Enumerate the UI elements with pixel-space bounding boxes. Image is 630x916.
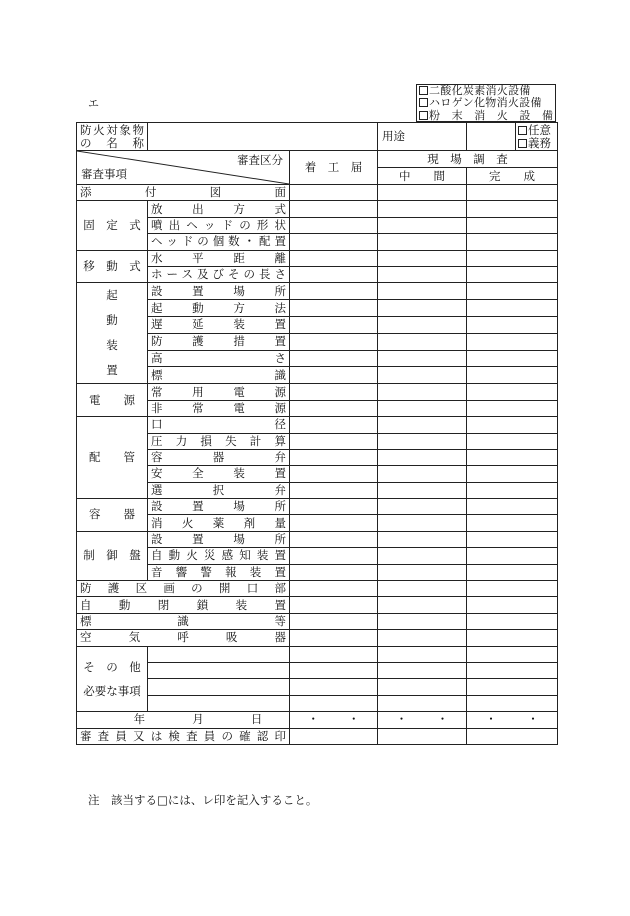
equipment-option[interactable]: 二酸化炭素消火設備 [419, 85, 553, 97]
division-label: 審査区分 [237, 153, 283, 167]
table-row: ホース及びその長さ [77, 266, 558, 282]
table-row [77, 185, 558, 201]
name-row [77, 123, 558, 151]
confirm-row [77, 728, 558, 744]
date-cell[interactable]: ・ ・ [290, 712, 378, 728]
stamp-cell[interactable] [378, 728, 467, 744]
table-row: ヘッドの個数・配置 [77, 234, 558, 250]
inspection-table [76, 122, 558, 745]
mandatory-option[interactable]: 義務 [518, 137, 551, 150]
table-row: 防護措置 [77, 333, 558, 350]
checkbox-icon[interactable] [518, 126, 527, 135]
group-label: 配 管 [77, 417, 148, 499]
table-row: 電 源 常用電源 [77, 384, 558, 400]
table-row: 消火薬剤量 [77, 515, 558, 531]
date-row [77, 712, 558, 728]
table-row: 安全装置 [77, 466, 558, 482]
usage-label: 用途 [382, 129, 405, 143]
table-row: 音響警報装置 [77, 564, 558, 580]
group-label: 制 御 盤 [77, 531, 148, 580]
checkbox-icon[interactable] [419, 111, 428, 120]
confirm-label: 審査員又は検査員の確認印 [77, 728, 290, 744]
table-row: 移 動 式 水平距離 [77, 250, 558, 266]
table-row: 標識等 [77, 613, 558, 629]
group-label-starter: 起 動 装 置 [77, 283, 148, 384]
group-label: 電 源 [77, 384, 148, 417]
table-row: 起 動 装 置 設置場所 [77, 283, 558, 300]
checkbox-icon[interactable] [419, 98, 428, 107]
name-label: 防火対象物 の 名 称 [77, 123, 148, 151]
obligation-cell [467, 123, 558, 151]
group-label: 容 器 [77, 499, 148, 532]
equipment-option[interactable]: ハロゲン化物消火設備 [419, 97, 553, 109]
table-row: 自動閉鎖装置 [77, 597, 558, 613]
table-row: 噴出ヘッドの形状 [77, 217, 558, 233]
stamp-cell[interactable] [290, 728, 378, 744]
table-row: 容 器 設置場所 [77, 499, 558, 515]
table-row: 遅延装置 [77, 317, 558, 334]
table-row [77, 646, 558, 662]
section-label: エ [88, 97, 99, 110]
done-header: 完 成 [467, 168, 558, 185]
table-row: 自動火災感知装置 [77, 548, 558, 564]
row-label: 添付図面 [77, 185, 290, 201]
table-row: 圧力損失計算 [77, 433, 558, 449]
table-row: 容器弁 [77, 449, 558, 465]
table-row: 起動方法 [77, 300, 558, 317]
header-row [77, 151, 558, 168]
notice-header: 着 工 届 [290, 151, 378, 185]
table-row: 選択弁 [77, 482, 558, 498]
table-row [77, 662, 558, 678]
table-row: 配 管 口径 [77, 417, 558, 433]
table-row [77, 679, 558, 695]
mid-header: 中 間 [378, 168, 467, 185]
other-label: そ の 他 必要な事項 [77, 646, 148, 712]
field-header: 現 場 調 査 [378, 151, 558, 168]
equipment-option[interactable]: 粉 末 消 火 設 備 [419, 110, 553, 122]
table-row: 制 御 盤 設置場所 [77, 531, 558, 547]
items-label: 審査事項 [81, 167, 127, 181]
group-label: 移 動 式 [77, 250, 148, 283]
table-row: 高さ [77, 350, 558, 367]
date-cell[interactable]: ・ ・ [378, 712, 467, 728]
table-row: 非常電源 [77, 400, 558, 416]
table-row [77, 695, 558, 711]
table-row: 防護区画の開口部 [77, 581, 558, 597]
date-cell[interactable]: ・ ・ [467, 712, 558, 728]
usage-cell [378, 123, 467, 151]
table-row: 標識 [77, 367, 558, 384]
stamp-cell[interactable] [467, 728, 558, 744]
checkbox-icon[interactable] [518, 139, 527, 148]
date-label: 年 月 日 [77, 712, 290, 728]
table-row: 空気呼吸器 [77, 630, 558, 646]
table-row: 固 定 式 放出方式 [77, 201, 558, 217]
footnote: 注 該当する□には、レ印を記入すること。 [88, 793, 318, 807]
diagonal-header [77, 151, 290, 185]
equipment-type-box [416, 84, 556, 122]
checkbox-icon[interactable] [419, 86, 428, 95]
voluntary-option[interactable]: 任意 [518, 124, 551, 137]
name-field[interactable] [148, 123, 378, 151]
group-label: 固 定 式 [77, 201, 148, 250]
